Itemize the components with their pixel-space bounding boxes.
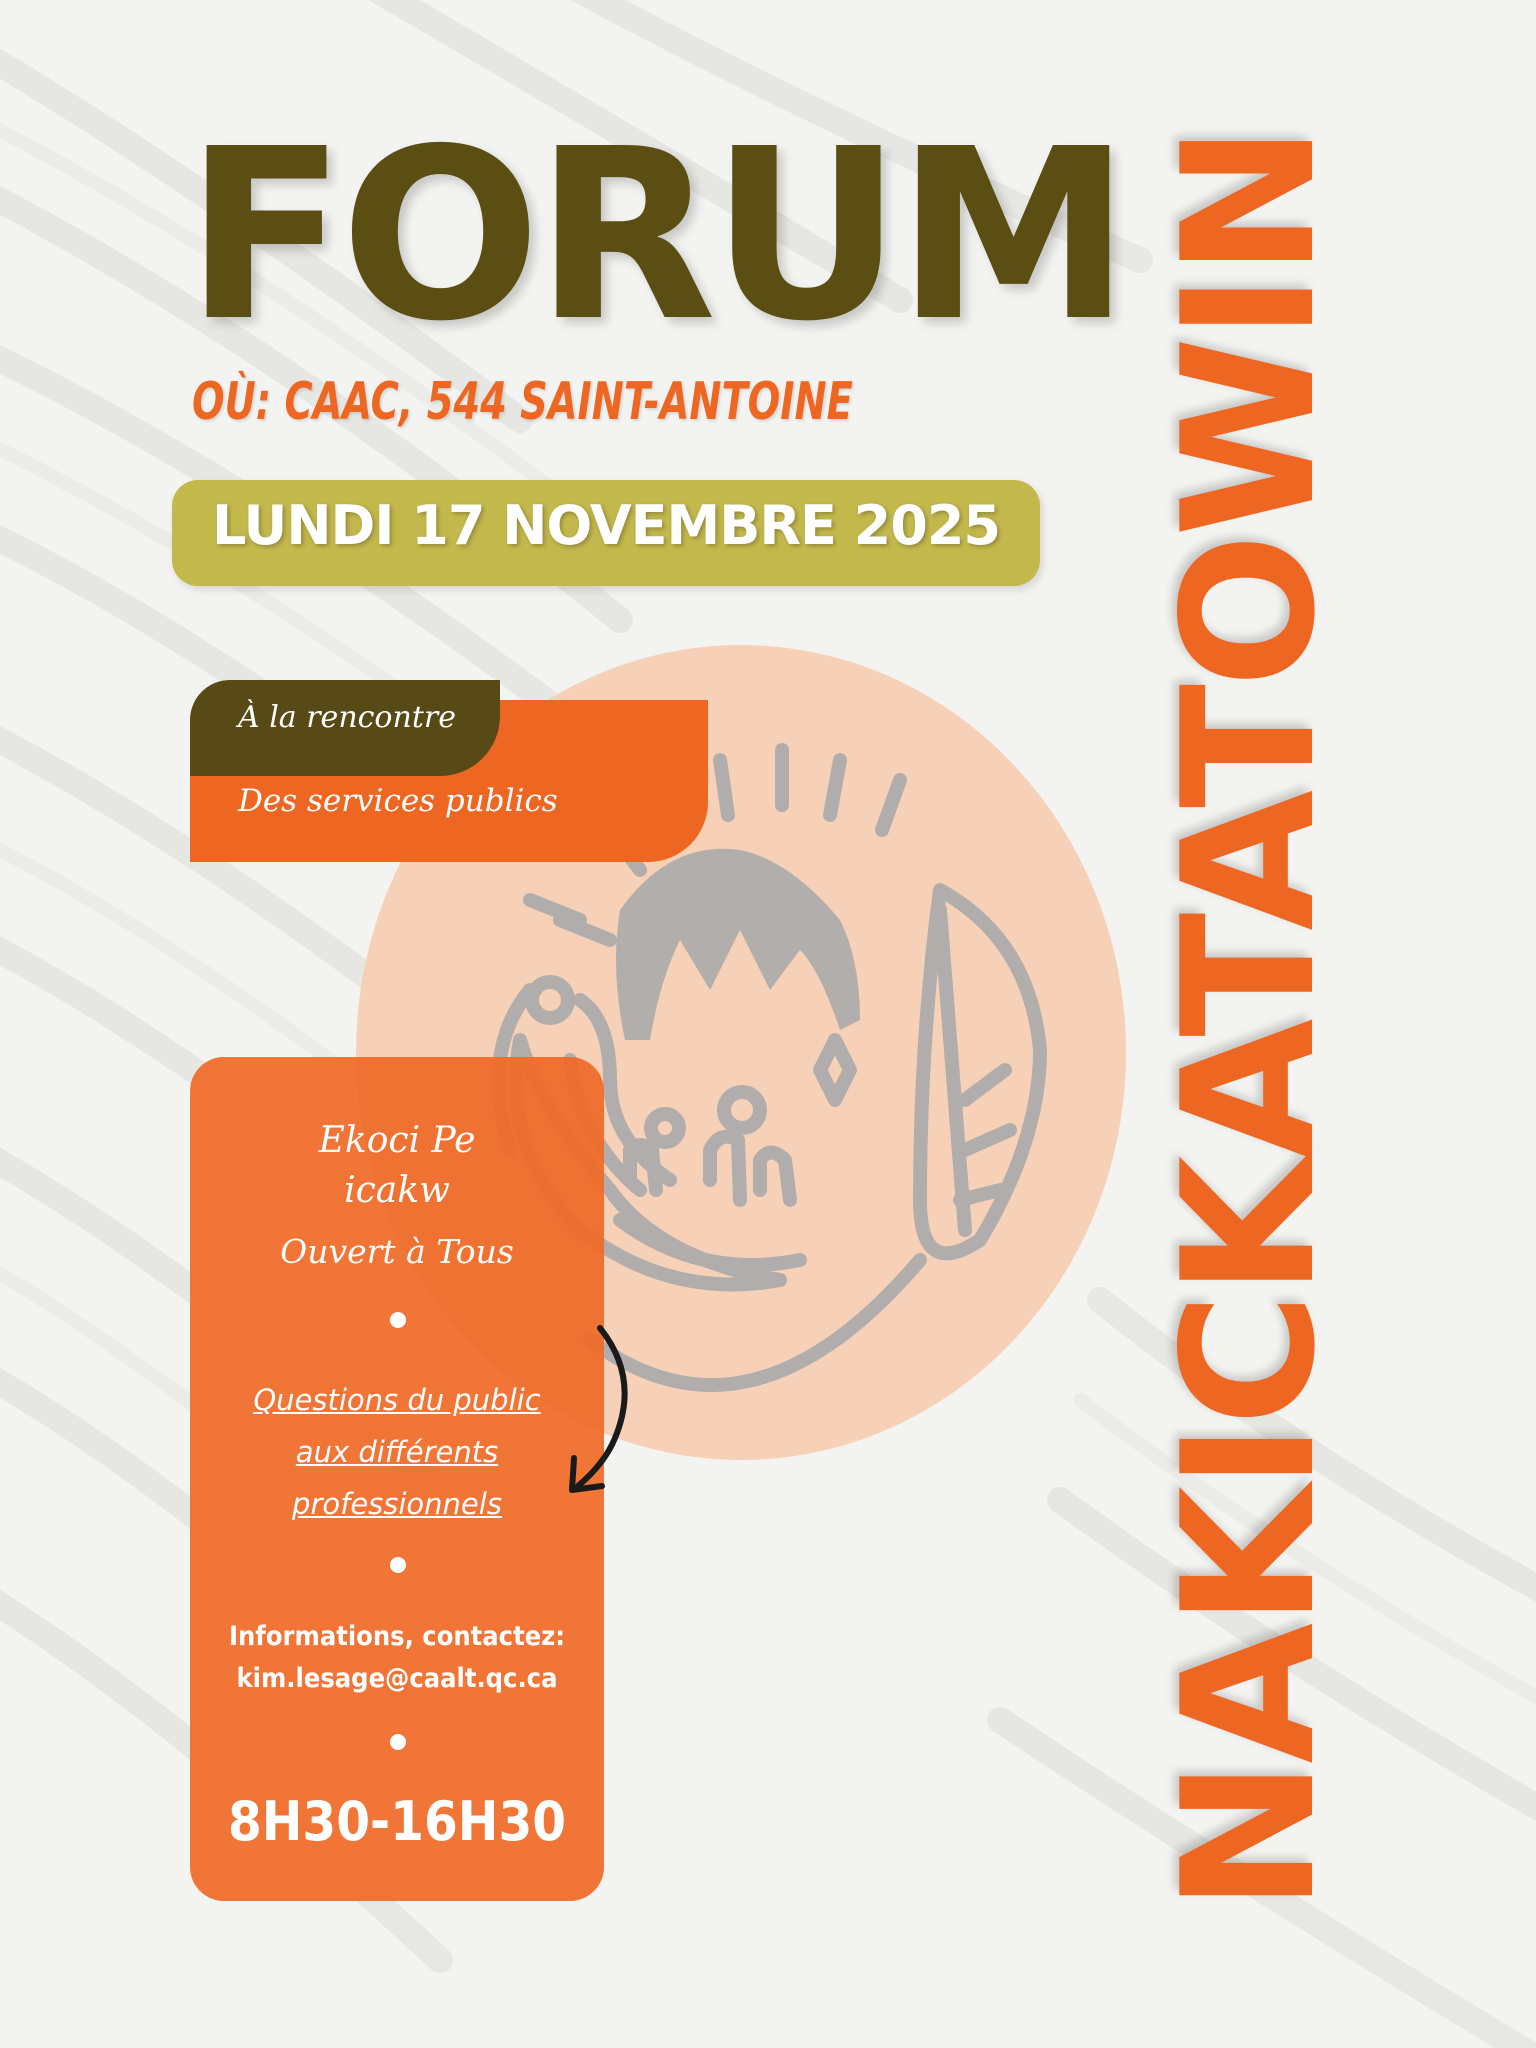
venue-address: OÙ: CAAC, 544 SAINT-ANTOINE xyxy=(192,372,853,432)
curved-arrow-icon xyxy=(560,1318,640,1498)
tagline-line1: À la rencontre xyxy=(238,700,456,735)
greeting-line2: icakw xyxy=(344,1170,450,1211)
event-date: LUNDI 17 NOVEMBRE 2025 xyxy=(212,494,1000,557)
vertical-event-name: NAKICKATATOWIN xyxy=(1143,128,1355,1912)
contact-label: Informations, contactez: xyxy=(228,1621,566,1652)
questions-line3: professionnels xyxy=(292,1487,502,1521)
contact-email: kim.lesage@caalt.qc.ca xyxy=(236,1663,558,1694)
event-hours: 8H30-16H30 xyxy=(227,1790,567,1853)
questions-text xyxy=(190,1374,604,1530)
bullet-dot-icon xyxy=(390,1557,406,1573)
questions-line2: aux différents xyxy=(295,1435,499,1469)
bullet-dot-icon xyxy=(390,1734,406,1750)
questions-line1: Questions du public xyxy=(253,1383,541,1417)
greeting-line1: Ekoci Pe xyxy=(318,1120,476,1161)
contact-info xyxy=(190,1616,604,1700)
forum-title: FORUM xyxy=(185,98,1126,373)
date-banner xyxy=(172,480,1040,586)
bullet-dot-icon xyxy=(390,1312,406,1328)
open-to-all: Ouvert à Tous xyxy=(280,1232,514,1271)
tagline-line2: Des services publics xyxy=(238,783,558,819)
